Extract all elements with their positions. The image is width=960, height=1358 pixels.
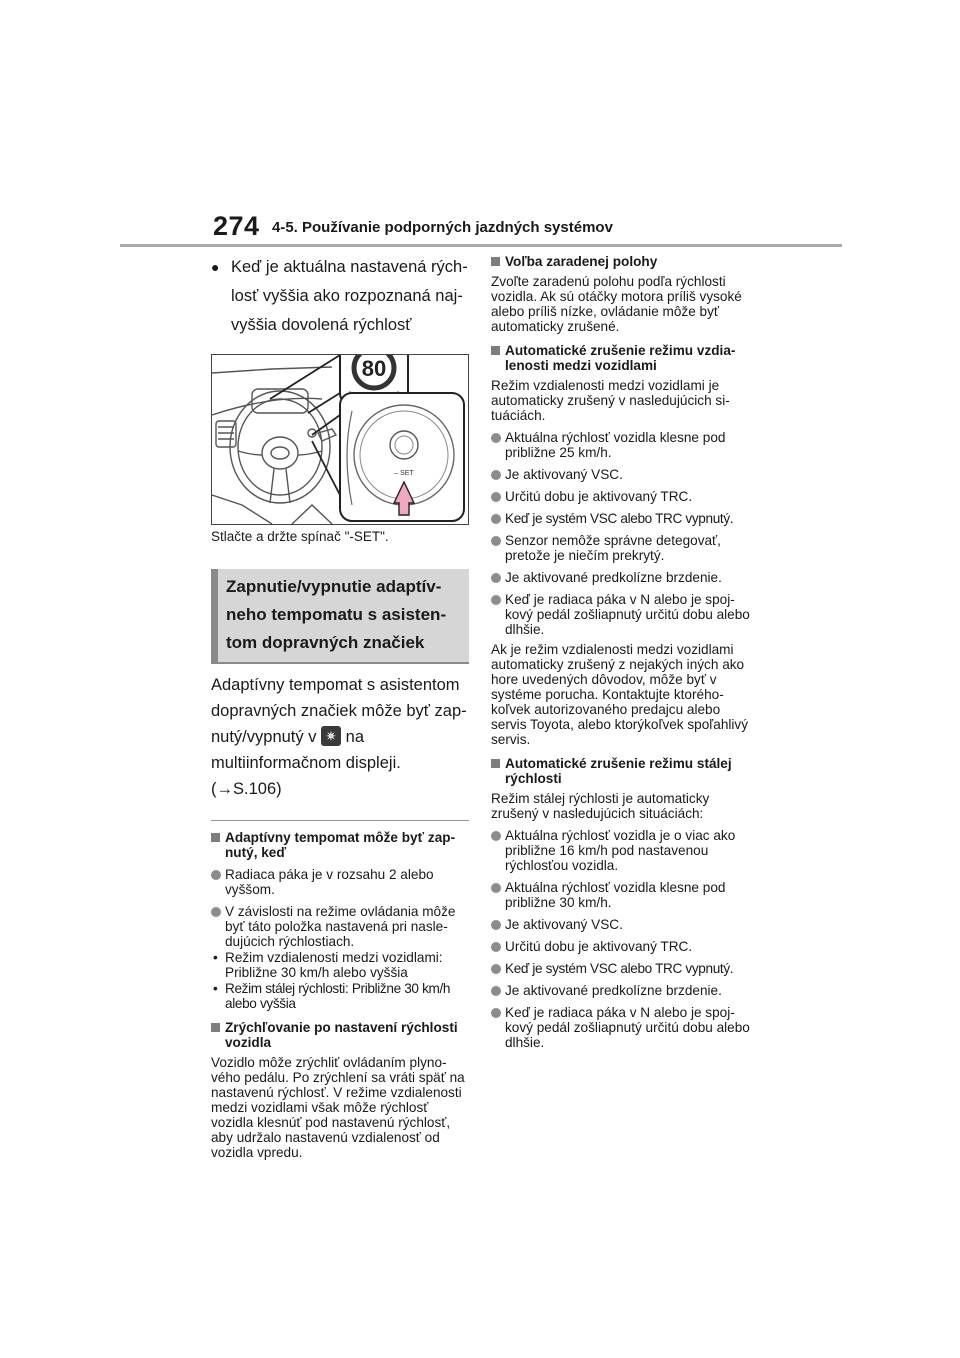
sub-item: • Režim vzdialenosti medzi vozidlami: Približne 30 km/h alebo vyššia [211, 950, 469, 980]
note-title: Automatické zrušenie režimu stálej rýchlosti [491, 756, 755, 786]
note-text: Zvoľte zaradenú polohu podľa rýchlosti vozidla. Ak sú otáčky motora príliš vysoké alebo príliš nízke, ovládanie môže byť automaticky zrušené. [491, 274, 742, 334]
arrow-icon: → [216, 780, 233, 798]
bullet-item: Senzor nemôže správne detegovať, pretože je niečím prekrytý. [491, 533, 755, 563]
left-column [211, 252, 469, 1160]
bullet-item: Keď je radiaca páka v N alebo je spojkový pedál zošliapnutý určitú dobu alebo dlhšie. [491, 1005, 755, 1050]
note-title: Automatické zrušenie režimu vzdialenosti medzi vozidlami [491, 343, 755, 373]
bullet-item: Je aktivované predkolízne brzdenie. [491, 983, 755, 998]
main-bullet: ● Keď je aktuálna nastavená rýchlosť vyššia ako rozpoznaná najvyššia dovolená rýchlosť [211, 253, 469, 340]
steering-wheel-figure [211, 354, 469, 525]
note-title: Voľba zaradenej polohy [491, 254, 755, 269]
page-number: 274 [213, 211, 260, 241]
intro-paragraph: Adaptívny tempomat s asistentom dopravných značiek môže byť zapnutý/vypnutý v ✷ na multiinformačnom displeji. (→S.106) [211, 676, 467, 798]
bullet-item: Určitú dobu je aktivovaný TRC. [491, 939, 755, 954]
note-text: Režim vzdialenosti medzi vozidlami je automaticky zrušený v nasledujúcich situáciách. [491, 378, 730, 423]
left-notes [211, 830, 469, 1160]
bullet-item: Radiaca páka je v rozsahu 2 alebo vyššom. [211, 867, 469, 897]
note-text: Ak je režim vzdialenosti medzi vozidlami automaticky zrušený z nejakých iných ako hore uvedených dôvodov, môže byť v systéme porucha. Kontaktujte ktoréhokoľvek autorizovaného predajcu alebo servis Toyota, alebo ktorýkoľvek spoľahlivý servis. [491, 642, 749, 747]
gear-icon: ✷ [321, 726, 341, 746]
bullet-item: Je aktivované predkolízne brzdenie. [491, 570, 755, 585]
bullet-item: Aktuálna rýchlosť vozidla klesne pod približne 25 km/h. [491, 430, 755, 460]
speed-limit-sign: 80 [361, 356, 387, 381]
sub-item: • Režim stálej rýchlosti: Približne 30 km/h alebo vyššia [211, 981, 469, 1011]
right-notes [491, 254, 755, 1050]
section-heading: Zapnutie/vypnutie adaptívneho tempomatu s asistentom dopravných značiek [211, 569, 469, 662]
steering-wheel-illustration [212, 355, 468, 524]
section-title: 4-5. Používanie podporných jazdných systémov [272, 219, 613, 236]
bullet-item: Aktuálna rýchlosť vozidla je o viac ako približne 16 km/h pod nastavenou rýchlosťou vozidla. [491, 828, 755, 873]
right-column [491, 252, 755, 1050]
bullet-item: Je aktivovaný VSC. [491, 467, 755, 482]
note-text: Režim stálej rýchlosti je automaticky zrušený v nasledujúcich situáciách: [491, 791, 710, 821]
bullet-item: Keď je systém VSC alebo TRC vypnutý. [491, 511, 755, 526]
note-title: Zrýchľovanie po nastavení rýchlosti vozidla [211, 1020, 469, 1050]
bullet-item: Určitú dobu je aktivovaný TRC. [491, 489, 755, 504]
note-text: Vozidlo môže zrýchliť ovládaním plynového pedálu. Po zrýchlení sa vráti späť na nastavenú rýchlosť. V režime vzdialenosti medzi vozidlami však môže rýchlosť vozidla klesnúť pod nastavenú rýchlosť, aby udržalo nastavenú vzdialenosť od vozidla vpredu. [211, 1055, 465, 1160]
figure-caption: Stlačte a držte spínač "-SET". [211, 529, 389, 544]
bullet-item: Keď je radiaca páka v N alebo je spojkový pedál zošliapnutý určitú dobu alebo dlhšie. [491, 592, 755, 637]
section-heading-rule [211, 662, 469, 664]
bullet-item: Aktuálna rýchlosť vozidla klesne pod približne 30 km/h. [491, 880, 755, 910]
note-title: Adaptívny tempomat môže byť zapnutý, keď [211, 830, 469, 860]
header-rule [120, 244, 842, 247]
bullet-item: Keď je systém VSC alebo TRC vypnutý. [491, 961, 755, 976]
bullet-item: Je aktivovaný VSC. [491, 917, 755, 932]
bullet-item: V závislosti na režime ovládania môže byť táto položka nastavená pri nasledujúcich rýchlostiach. [211, 904, 469, 949]
set-switch-label: – SET [394, 470, 414, 477]
divider [211, 820, 469, 821]
